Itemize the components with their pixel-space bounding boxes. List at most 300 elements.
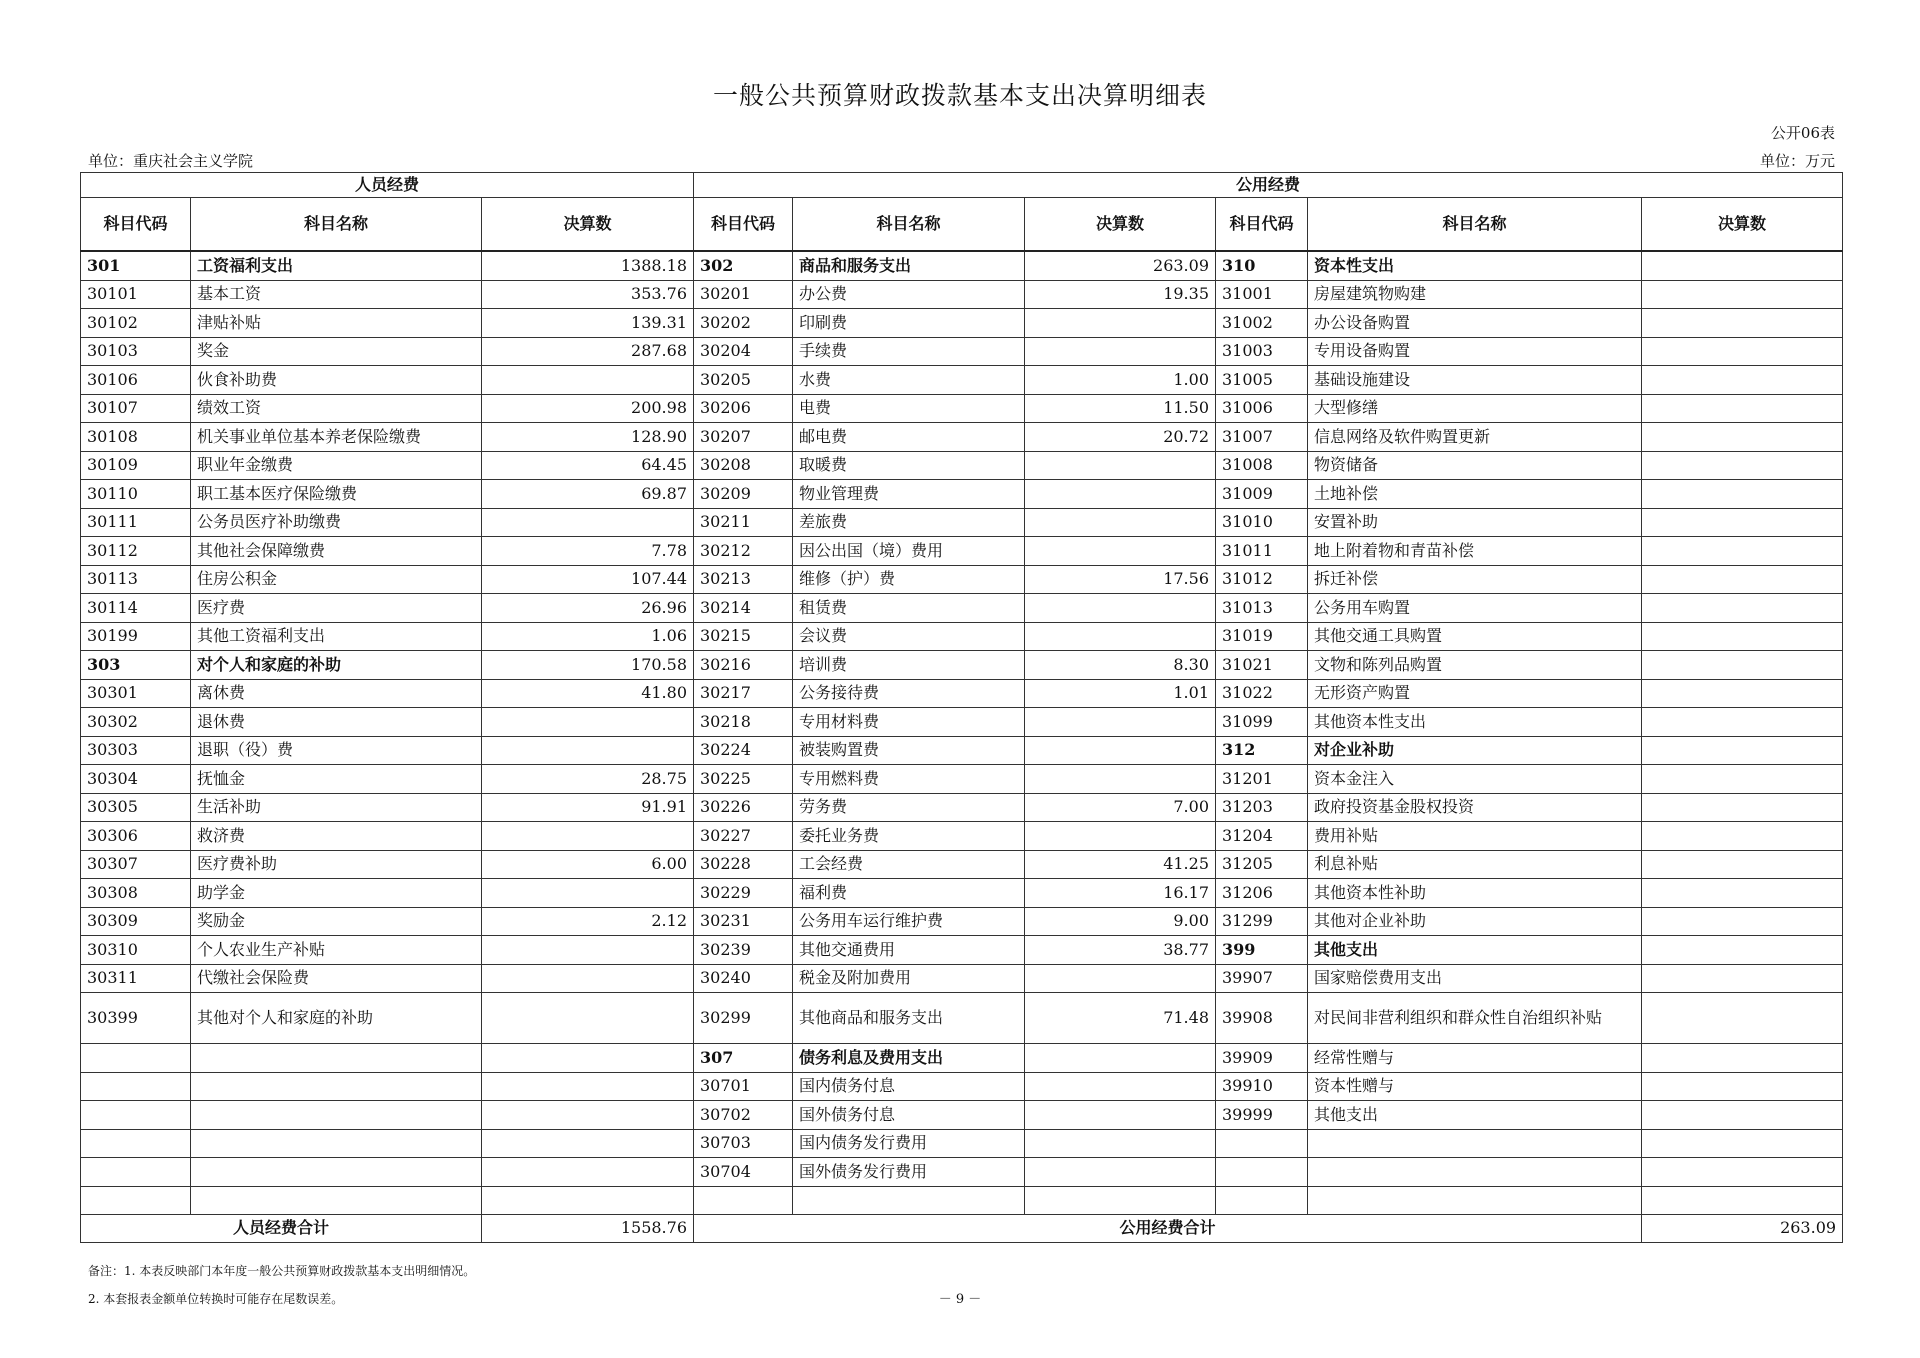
cell-amount	[1025, 537, 1216, 566]
cell-amount	[1642, 736, 1843, 765]
cell-code: 30701	[694, 1072, 793, 1101]
col-header-name: 科目名称	[1308, 198, 1642, 252]
cell-amount: 20.72	[1025, 423, 1216, 452]
cell-amount: 287.68	[482, 337, 694, 366]
table-row	[81, 793, 1843, 822]
table-row	[81, 1044, 1843, 1073]
cell-code: 30111	[81, 508, 191, 537]
cell-code: 31021	[1216, 651, 1308, 680]
cell-name: 住房公积金	[191, 565, 482, 594]
cell-amount	[1025, 337, 1216, 366]
cell-name: 福利费	[793, 879, 1025, 908]
cell-code: 30113	[81, 565, 191, 594]
table-row	[81, 651, 1843, 680]
cell-amount: 139.31	[482, 309, 694, 338]
cell-code: 30240	[694, 964, 793, 993]
cell-code	[81, 1044, 191, 1073]
table-row	[81, 337, 1843, 366]
cell-name: 物资储备	[1308, 451, 1642, 480]
cell-amount: 128.90	[482, 423, 694, 452]
cell-amount: 263.09	[1025, 251, 1216, 280]
cell-amount	[1025, 480, 1216, 509]
cell-name: 伙食补助费	[191, 366, 482, 395]
cell-amount	[482, 879, 694, 908]
cell-code	[694, 1186, 793, 1215]
cell-amount	[1025, 622, 1216, 651]
cell-amount	[1025, 594, 1216, 623]
cell-name: 资本性赠与	[1308, 1072, 1642, 1101]
cell-amount	[1642, 793, 1843, 822]
cell-code: 399	[1216, 936, 1308, 965]
cell-code: 30227	[694, 822, 793, 851]
cell-code: 30228	[694, 850, 793, 879]
cell-amount	[482, 1044, 694, 1073]
total-public-label: 公用经费合计	[694, 1215, 1642, 1243]
cell-name	[1308, 1186, 1642, 1215]
cell-name: 对个人和家庭的补助	[191, 651, 482, 680]
cell-name: 费用补贴	[1308, 822, 1642, 851]
column-header-row	[81, 198, 1843, 252]
cell-name: 培训费	[793, 651, 1025, 680]
cell-name: 水费	[793, 366, 1025, 395]
col-header-code: 科目代码	[694, 198, 793, 252]
total-personnel-label: 人员经费合计	[81, 1215, 482, 1243]
cell-code: 39908	[1216, 993, 1308, 1044]
cell-name: 助学金	[191, 879, 482, 908]
cell-name: 因公出国（境）费用	[793, 537, 1025, 566]
col-header-amount: 决算数	[1025, 198, 1216, 252]
cell-name: 职业年金缴费	[191, 451, 482, 480]
table-row	[81, 451, 1843, 480]
cell-amount	[1025, 309, 1216, 338]
cell-code: 30304	[81, 765, 191, 794]
cell-code: 303	[81, 651, 191, 680]
cell-amount	[1025, 1158, 1216, 1187]
cell-name: 其他社会保障缴费	[191, 537, 482, 566]
cell-code: 30102	[81, 309, 191, 338]
table-row	[81, 1186, 1843, 1215]
cell-code: 30224	[694, 736, 793, 765]
cell-code: 30311	[81, 964, 191, 993]
table-row	[81, 822, 1843, 851]
cell-code: 31201	[1216, 765, 1308, 794]
cell-amount: 17.56	[1025, 565, 1216, 594]
cell-code: 312	[1216, 736, 1308, 765]
cell-amount	[1642, 765, 1843, 794]
cell-name: 资本性支出	[1308, 251, 1642, 280]
cell-amount	[1642, 537, 1843, 566]
cell-code: 31001	[1216, 280, 1308, 309]
cell-name: 其他对个人和家庭的补助	[191, 993, 482, 1044]
cell-amount: 11.50	[1025, 394, 1216, 423]
cell-code: 30204	[694, 337, 793, 366]
cell-code: 30239	[694, 936, 793, 965]
cell-name: 退休费	[191, 708, 482, 737]
cell-name	[1308, 1129, 1642, 1158]
table-number: 公开06表	[1770, 124, 1835, 142]
cell-code	[81, 1072, 191, 1101]
cell-amount: 353.76	[482, 280, 694, 309]
cell-code: 30225	[694, 765, 793, 794]
cell-code	[81, 1158, 191, 1187]
cell-code: 31011	[1216, 537, 1308, 566]
cell-code: 30399	[81, 993, 191, 1044]
table-row	[81, 850, 1843, 879]
table-row	[81, 594, 1843, 623]
cell-amount: 1388.18	[482, 251, 694, 280]
cell-code: 30199	[81, 622, 191, 651]
cell-name: 差旅费	[793, 508, 1025, 537]
cell-amount	[1642, 423, 1843, 452]
cell-name: 国内债务付息	[793, 1072, 1025, 1101]
cell-code: 31099	[1216, 708, 1308, 737]
cell-amount: 1.00	[1025, 366, 1216, 395]
cell-code: 30213	[694, 565, 793, 594]
cell-name: 其他对企业补助	[1308, 907, 1642, 936]
cell-name: 物业管理费	[793, 480, 1025, 509]
table-row	[81, 879, 1843, 908]
table-row	[81, 993, 1843, 1044]
cell-name: 代缴社会保险费	[191, 964, 482, 993]
cell-amount	[1025, 1072, 1216, 1101]
cell-name	[191, 1072, 482, 1101]
cell-amount: 19.35	[1025, 280, 1216, 309]
cell-amount: 200.98	[482, 394, 694, 423]
cell-amount	[1642, 309, 1843, 338]
cell-code: 30299	[694, 993, 793, 1044]
cell-amount: 28.75	[482, 765, 694, 794]
table-row	[81, 508, 1843, 537]
cell-amount: 1.06	[482, 622, 694, 651]
cell-code: 30112	[81, 537, 191, 566]
cell-amount	[482, 1158, 694, 1187]
table-row	[81, 537, 1843, 566]
col-header-code: 科目代码	[1216, 198, 1308, 252]
cell-code: 30209	[694, 480, 793, 509]
cell-amount	[1642, 1186, 1843, 1215]
cell-code: 30114	[81, 594, 191, 623]
cell-amount	[1642, 508, 1843, 537]
cell-code: 30302	[81, 708, 191, 737]
table-row	[81, 480, 1843, 509]
cell-amount	[1642, 879, 1843, 908]
cell-name: 退职（役）费	[191, 736, 482, 765]
cell-code: 31299	[1216, 907, 1308, 936]
cell-code: 30212	[694, 537, 793, 566]
cell-code: 39907	[1216, 964, 1308, 993]
cell-code: 30205	[694, 366, 793, 395]
cell-name: 公务接待费	[793, 679, 1025, 708]
cell-name: 工资福利支出	[191, 251, 482, 280]
cell-code: 31005	[1216, 366, 1308, 395]
table-row	[81, 1101, 1843, 1130]
cell-code: 30103	[81, 337, 191, 366]
cell-name: 奖励金	[191, 907, 482, 936]
cell-name: 拆迁补偿	[1308, 565, 1642, 594]
cell-amount	[1642, 993, 1843, 1044]
total-personnel-value: 1558.76	[482, 1215, 694, 1243]
cell-code	[1216, 1186, 1308, 1215]
cell-amount	[482, 736, 694, 765]
page-title: 一般公共预算财政拨款基本支出决算明细表	[712, 81, 1207, 110]
cell-code: 301	[81, 251, 191, 280]
cell-name: 利息补贴	[1308, 850, 1642, 879]
cell-amount	[1642, 451, 1843, 480]
cell-code: 30309	[81, 907, 191, 936]
cell-name: 生活补助	[191, 793, 482, 822]
table-row	[81, 964, 1843, 993]
cell-amount	[1642, 251, 1843, 280]
cell-amount	[1642, 480, 1843, 509]
cell-name: 离休费	[191, 679, 482, 708]
cell-code: 31003	[1216, 337, 1308, 366]
cell-name: 国外债务发行费用	[793, 1158, 1025, 1187]
cell-code: 31022	[1216, 679, 1308, 708]
cell-amount	[1642, 936, 1843, 965]
cell-code: 30217	[694, 679, 793, 708]
cell-amount	[1642, 907, 1843, 936]
cell-code: 30231	[694, 907, 793, 936]
cell-name: 奖金	[191, 337, 482, 366]
cell-amount	[1025, 708, 1216, 737]
cell-code	[1216, 1129, 1308, 1158]
cell-code: 30301	[81, 679, 191, 708]
cell-amount: 41.80	[482, 679, 694, 708]
cell-code: 30704	[694, 1158, 793, 1187]
table-row	[81, 1129, 1843, 1158]
cell-amount	[482, 1072, 694, 1101]
cell-name: 工会经费	[793, 850, 1025, 879]
cell-name: 商品和服务支出	[793, 251, 1025, 280]
cell-code: 30109	[81, 451, 191, 480]
cell-amount: 8.30	[1025, 651, 1216, 680]
cell-amount	[1025, 451, 1216, 480]
cell-name: 专用设备购置	[1308, 337, 1642, 366]
cell-code: 30303	[81, 736, 191, 765]
cell-amount	[482, 508, 694, 537]
cell-code: 31203	[1216, 793, 1308, 822]
cell-code: 30306	[81, 822, 191, 851]
cell-name: 专用燃料费	[793, 765, 1025, 794]
cell-code: 30308	[81, 879, 191, 908]
cell-name	[191, 1129, 482, 1158]
cell-amount	[482, 708, 694, 737]
table-row	[81, 366, 1843, 395]
cell-name	[1308, 1158, 1642, 1187]
cell-name: 抚恤金	[191, 765, 482, 794]
cell-name: 租赁费	[793, 594, 1025, 623]
cell-code: 30101	[81, 280, 191, 309]
cell-code: 30207	[694, 423, 793, 452]
cell-name: 国外债务付息	[793, 1101, 1025, 1130]
cell-amount	[482, 993, 694, 1044]
cell-amount: 9.00	[1025, 907, 1216, 936]
cell-amount	[1025, 822, 1216, 851]
table-row	[81, 765, 1843, 794]
cell-code: 39909	[1216, 1044, 1308, 1073]
cell-code: 30202	[694, 309, 793, 338]
cell-amount	[1642, 679, 1843, 708]
unit-currency: 单位：万元	[1759, 152, 1835, 170]
cell-code	[1216, 1158, 1308, 1187]
cell-code: 30226	[694, 793, 793, 822]
cell-name: 政府投资基金股权投资	[1308, 793, 1642, 822]
cell-code: 31206	[1216, 879, 1308, 908]
group-header-row	[81, 173, 1843, 198]
cell-amount	[1642, 1072, 1843, 1101]
cell-amount: 107.44	[482, 565, 694, 594]
cell-name: 土地补偿	[1308, 480, 1642, 509]
total-public-value: 263.09	[1642, 1215, 1843, 1243]
cell-amount	[1642, 280, 1843, 309]
cell-code: 31008	[1216, 451, 1308, 480]
cell-code: 30305	[81, 793, 191, 822]
group-personnel: 人员经费	[81, 173, 694, 198]
cell-amount	[482, 936, 694, 965]
table-row	[81, 394, 1843, 423]
cell-amount: 7.78	[482, 537, 694, 566]
expenditure-table	[80, 172, 1843, 1243]
cell-amount	[1025, 736, 1216, 765]
table-row	[81, 936, 1843, 965]
cell-name: 医疗费补助	[191, 850, 482, 879]
cell-name: 手续费	[793, 337, 1025, 366]
cell-amount	[1025, 1186, 1216, 1215]
cell-amount	[1025, 765, 1216, 794]
cell-amount	[482, 964, 694, 993]
cell-name: 救济费	[191, 822, 482, 851]
table-row	[81, 565, 1843, 594]
cell-name: 信息网络及软件购置更新	[1308, 423, 1642, 452]
cell-amount	[482, 366, 694, 395]
cell-name: 税金及附加费用	[793, 964, 1025, 993]
cell-code: 30106	[81, 366, 191, 395]
cell-code: 30310	[81, 936, 191, 965]
cell-code: 30110	[81, 480, 191, 509]
cell-name: 劳务费	[793, 793, 1025, 822]
cell-code: 31010	[1216, 508, 1308, 537]
footnote-2: 2. 本套报表金额单位转换时可能存在尾数误差。	[88, 1292, 344, 1306]
col-header-name: 科目名称	[793, 198, 1025, 252]
cell-code: 31002	[1216, 309, 1308, 338]
cell-amount	[1025, 1129, 1216, 1158]
table-row	[81, 309, 1843, 338]
cell-name: 维修（护）费	[793, 565, 1025, 594]
cell-name: 地上附着物和青苗补偿	[1308, 537, 1642, 566]
cell-amount	[1025, 964, 1216, 993]
col-header-name: 科目名称	[191, 198, 482, 252]
cell-amount: 7.00	[1025, 793, 1216, 822]
table-row	[81, 622, 1843, 651]
cell-amount: 16.17	[1025, 879, 1216, 908]
unit-organization: 单位：重庆社会主义学院	[88, 152, 254, 170]
cell-name	[191, 1186, 482, 1215]
table-row	[81, 1158, 1843, 1187]
cell-code: 39999	[1216, 1101, 1308, 1130]
cell-amount	[1642, 708, 1843, 737]
cell-amount: 1.01	[1025, 679, 1216, 708]
cell-amount	[1642, 850, 1843, 879]
cell-amount	[1025, 508, 1216, 537]
cell-name: 职工基本医疗保险缴费	[191, 480, 482, 509]
cell-amount	[1642, 822, 1843, 851]
cell-name: 电费	[793, 394, 1025, 423]
cell-amount	[1642, 565, 1843, 594]
cell-name: 无形资产购置	[1308, 679, 1642, 708]
cell-name: 其他商品和服务支出	[793, 993, 1025, 1044]
cell-code: 30108	[81, 423, 191, 452]
cell-name	[191, 1044, 482, 1073]
cell-name: 其他资本性支出	[1308, 708, 1642, 737]
cell-code: 30206	[694, 394, 793, 423]
cell-name: 其他支出	[1308, 936, 1642, 965]
cell-amount: 2.12	[482, 907, 694, 936]
cell-name: 对民间非营利组织和群众性自治组织补贴	[1308, 993, 1642, 1044]
cell-code: 31204	[1216, 822, 1308, 851]
cell-amount	[482, 1101, 694, 1130]
cell-amount	[1642, 1129, 1843, 1158]
cell-name: 绩效工资	[191, 394, 482, 423]
group-public: 公用经费	[694, 173, 1843, 198]
cell-amount	[1642, 394, 1843, 423]
cell-code: 31205	[1216, 850, 1308, 879]
footnote-1: 备注：1. 本表反映部门本年度一般公共预算财政拨款基本支出明细情况。	[88, 1264, 476, 1278]
cell-code: 39910	[1216, 1072, 1308, 1101]
cell-code: 30229	[694, 879, 793, 908]
cell-code: 310	[1216, 251, 1308, 280]
cell-name: 其他支出	[1308, 1101, 1642, 1130]
cell-amount: 26.96	[482, 594, 694, 623]
cell-amount	[1642, 366, 1843, 395]
cell-code: 30215	[694, 622, 793, 651]
cell-amount: 170.58	[482, 651, 694, 680]
cell-code	[81, 1186, 191, 1215]
cell-amount: 6.00	[482, 850, 694, 879]
cell-code: 30211	[694, 508, 793, 537]
cell-name: 其他交通工具购置	[1308, 622, 1642, 651]
cell-code: 30216	[694, 651, 793, 680]
cell-code	[81, 1129, 191, 1158]
cell-code: 30208	[694, 451, 793, 480]
cell-name: 专用材料费	[793, 708, 1025, 737]
cell-name: 文物和陈列品购置	[1308, 651, 1642, 680]
cell-name: 经常性赠与	[1308, 1044, 1642, 1073]
cell-amount	[482, 822, 694, 851]
cell-name: 公务用车购置	[1308, 594, 1642, 623]
table-row	[81, 280, 1843, 309]
cell-name: 个人农业生产补贴	[191, 936, 482, 965]
page-number: － 9 －	[938, 1292, 982, 1307]
cell-amount: 38.77	[1025, 936, 1216, 965]
cell-code: 302	[694, 251, 793, 280]
cell-amount	[1642, 1044, 1843, 1073]
col-header-amount: 决算数	[1642, 198, 1843, 252]
cell-name: 印刷费	[793, 309, 1025, 338]
cell-name: 其他工资福利支出	[191, 622, 482, 651]
cell-code: 30702	[694, 1101, 793, 1130]
cell-code: 31009	[1216, 480, 1308, 509]
col-header-code: 科目代码	[81, 198, 191, 252]
cell-name: 债务利息及费用支出	[793, 1044, 1025, 1073]
cell-amount	[1642, 964, 1843, 993]
cell-name: 国内债务发行费用	[793, 1129, 1025, 1158]
table-row	[81, 679, 1843, 708]
cell-amount	[1642, 594, 1843, 623]
cell-name: 其他资本性补助	[1308, 879, 1642, 908]
cell-name	[191, 1158, 482, 1187]
cell-amount: 41.25	[1025, 850, 1216, 879]
cell-name: 委托业务费	[793, 822, 1025, 851]
